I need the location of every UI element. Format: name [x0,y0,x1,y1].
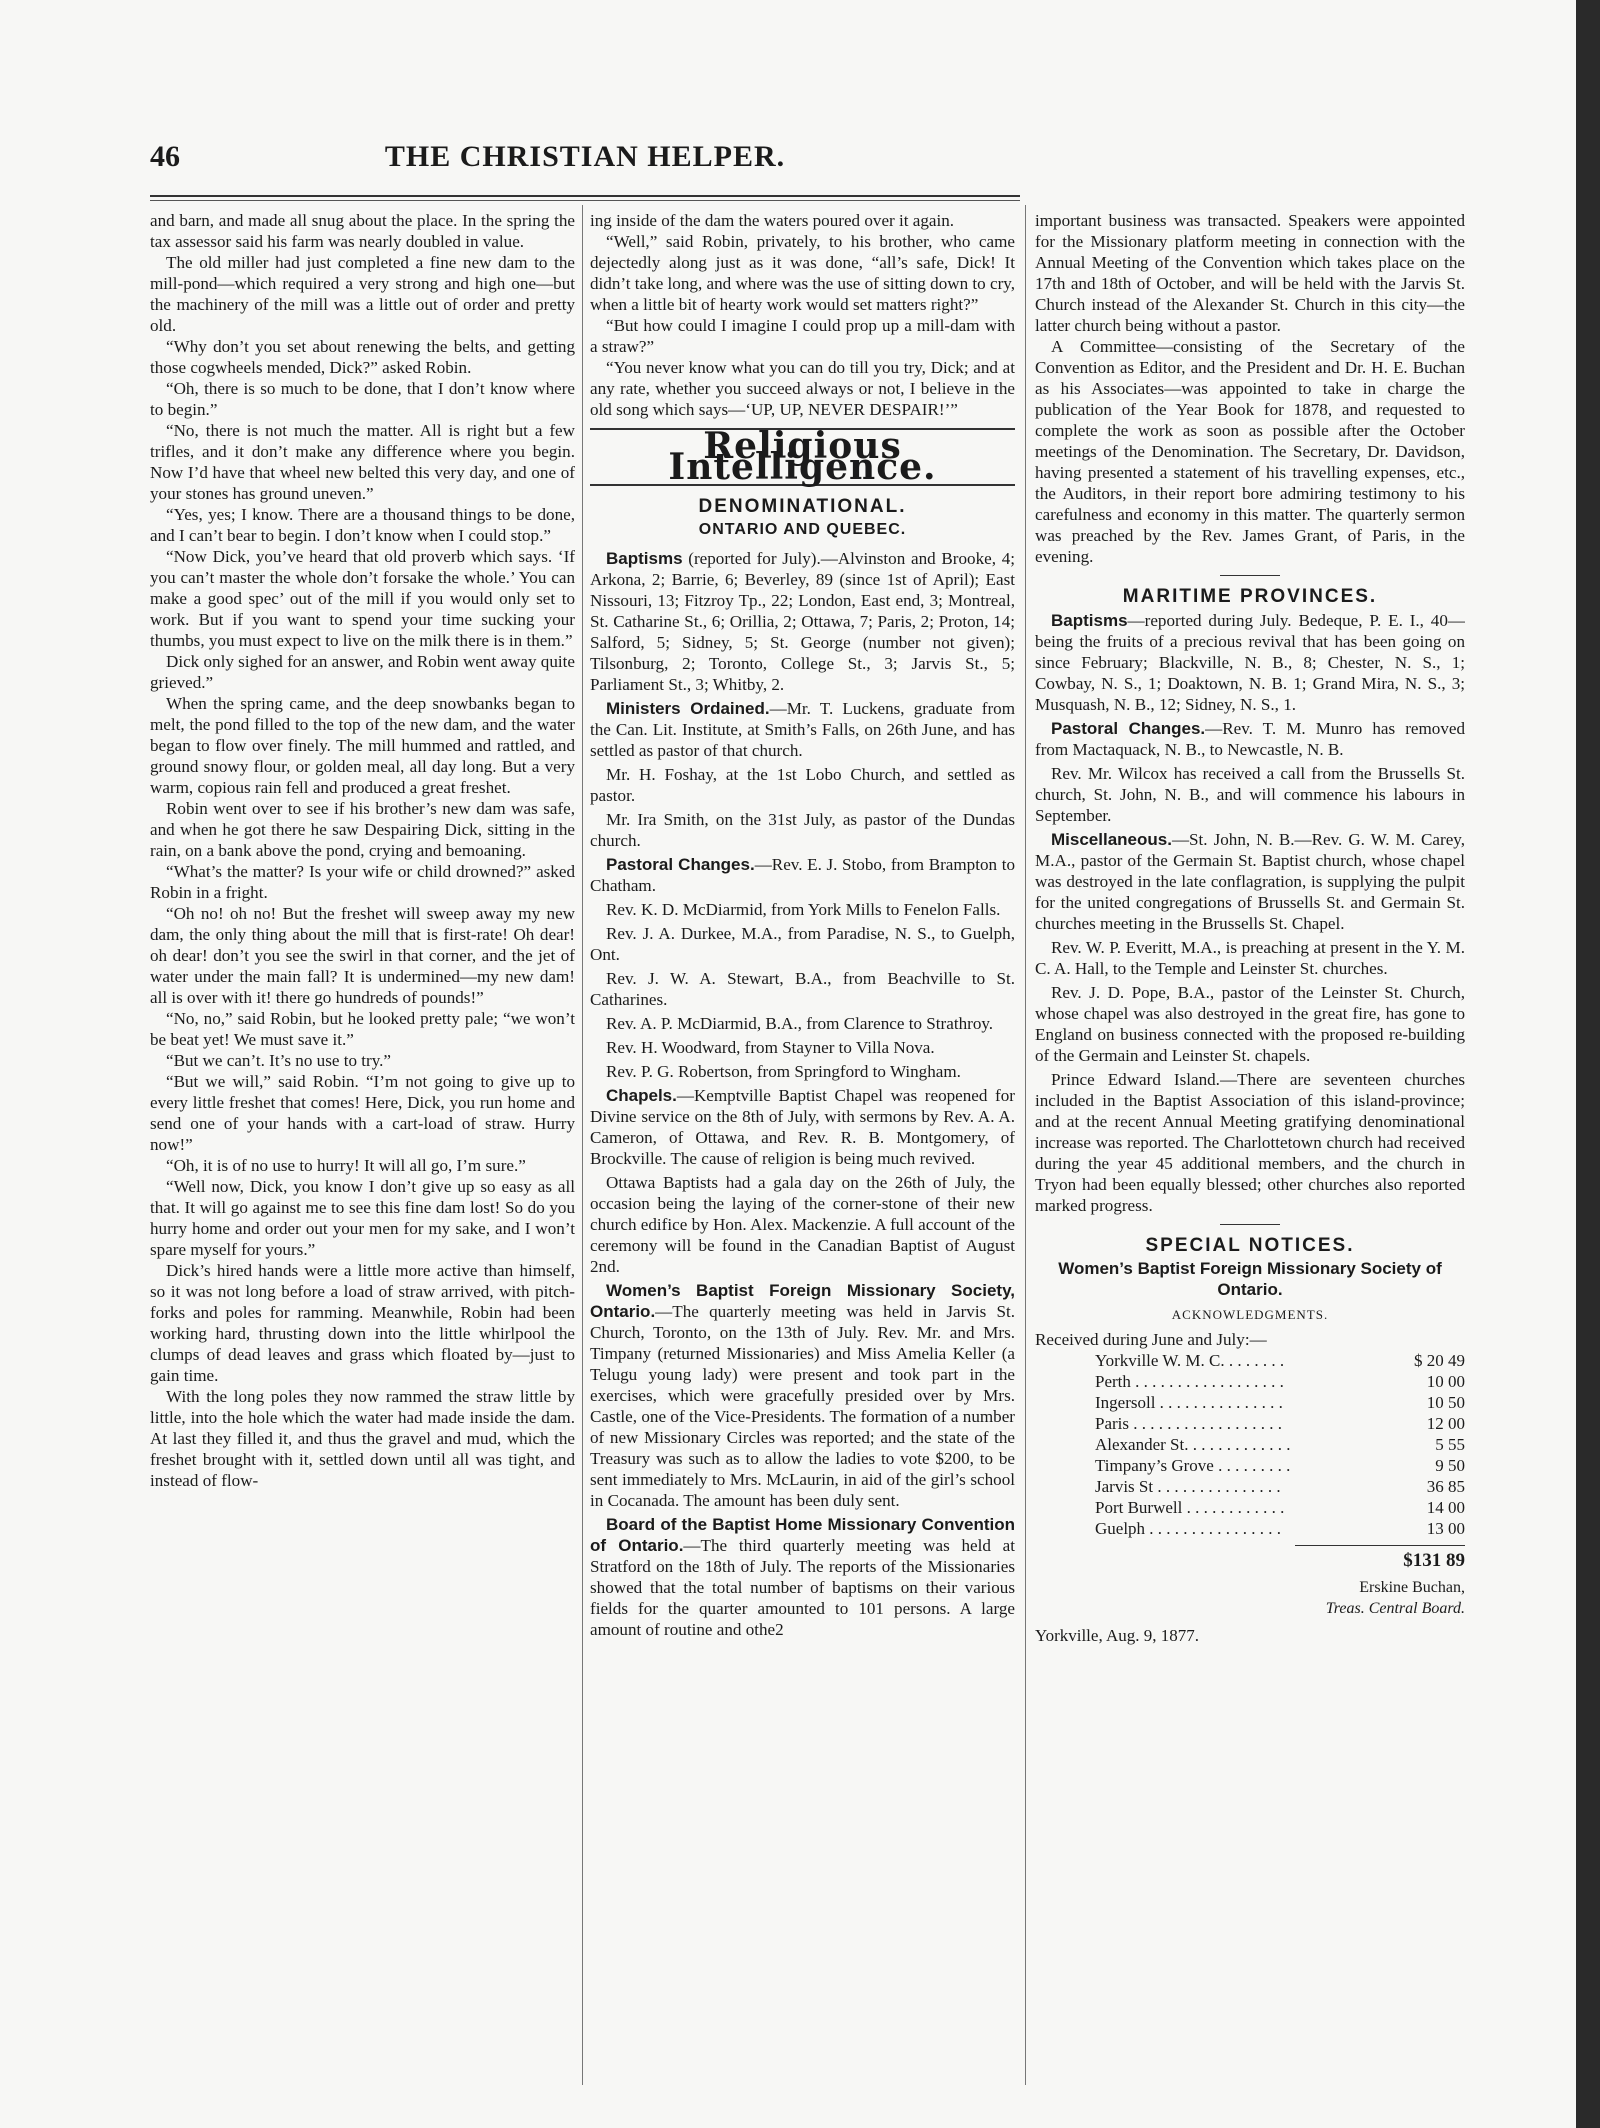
news-item [1035,1069,1465,1216]
paragraph: Dick only sighed for an answer, and Robin went away quite grieved.” [150,652,575,692]
item-heading: Miscellaneous. [1051,830,1172,849]
donor-name: Ingersoll . . . . . . . . . . . . . . . [1095,1393,1283,1412]
table-row [1035,1455,1465,1476]
item-text: —The quarterly meeting was held in Jarvis St. Church, Toronto, on the 13th of July. Rev. Mr. and Mrs. Timpany (returned Missionaries) and Miss Amelia Keller (a Telugu young lady) were present and took part in the exercises, which were gracefully presided over by Mrs. Castle, one of the Vice-Presidents. The formation of a number of new Missionary Circles was reported; and the state of the Treasury was such as to allow the ladies to vote $200, to be sent immediately to Mrs. McLaurin, in aid of the girl’s school in Cocanada. The amount has been duly sent. [590,1302,1015,1510]
news-item [590,764,1015,806]
item-text: —reported during July. Bedeque, P. E. I., 40—being the fruits of a precious revival that has been going on since February; Blackville, N. B., 8; Chester, N. S., 1; Cowbay, N. S., 1; Doaktown, N. B. 1; Grand Mira, N. S., 3; Musquash, N. B., 12; Sidney, N. S., 1. [1035,611,1465,714]
special-notices-title: SPECIAL NOTICES. [1145,1235,1355,1256]
paragraph: “Why don’t you set about renewing the belts, and getting those cogwheels mended, Dick?” asked Robin. [150,337,575,377]
donor-name: Yorkville W. M. C. . . . . . . . [1095,1351,1285,1370]
paragraph: “But we can’t. It’s no use to try.” [166,1051,392,1070]
received-line: Received during June and July:— [1035,1330,1267,1349]
treasurer-signature: Erskine Buchan, [1359,1579,1465,1596]
notice-date: Yorkville, Aug. 9, 1877. [1035,1626,1200,1645]
donation-amount: 9 50 [1435,1456,1465,1475]
table-row [1035,1476,1465,1497]
header-rule-thin [150,200,1020,201]
item-heading: Pastoral Changes. [606,855,755,874]
item-text: Mr. H. Foshay, at the 1st Lobo Church, and settled as pastor. [590,765,1015,805]
paragraph: The old miller had just completed a fine new dam to the mill-pond—which required a very strong and high one—but the machinery of the mill was a little out of order and pretty old. [150,253,575,335]
item-text: Rev. W. P. Everitt, M.A., is preaching at present in the Y. M. C. A. Hall, to the Temple and Leinster St. churches. [1035,938,1465,978]
news-item [590,1514,1015,1640]
item-text: (reported for July).—Alvinston and Brooke, 4; Arkona, 2; Barrie, 6; Beverley, 89 (since 1st of April); East Nissouri, 13; Fitzroy Tp., 22; London, East end, 3; Montreal, St. Catharine St., 6; Orillia, 2; Ottawa, 7; Paris, 2; Proton, 14; Salford, 5; Sidney, 5; St. George (number not given); Tilsonburg, 2; Toronto, College St., 3; Jarvis St., 5; Parliament St., 3; Whitby, 2. [590,549,1015,694]
short-rule [1220,1224,1280,1225]
item-text: Ottawa Baptists had a gala day on the 26th of July, the occasion being the laying of the corner-stone of their new church edifice by Hon. Alex. Mackenzie. A full account of the ceremony will be found in the Canadian Baptist of August 2nd. [590,1173,1015,1276]
item-text: Rev. J. W. A. Stewart, B.A., from Beachville to St. Catharines. [590,969,1015,1009]
section-denominational: DENOMINATIONAL. [698,496,907,517]
item-text: —The third quarterly meeting was held at Stratford on the 18th of July. The reports of the Missionaries showed that the total number of baptisms on their various fields for the quarter amounted to 101 persons. A large amount of routine and othe2 [590,1536,1015,1639]
news-item [590,1280,1015,1511]
table-row [1035,1371,1465,1392]
item-heading: Pastoral Changes. [1051,719,1206,738]
donor-name: Jarvis St . . . . . . . . . . . . . . . [1095,1477,1281,1496]
society-title: Women’s Baptist Foreign Missionary Society of Ontario. [1058,1259,1442,1299]
section-ontario-quebec: ONTARIO AND QUEBEC. [698,521,907,538]
column-3 [1035,210,1465,2090]
paragraph: “Now Dick, you’ve heard that old proverb which says. ‘If you can’t master the whole don’t forsake the whole.’ You can make a good spec’ out of the mill if you would only set to work. But if you want to spend your time sucking your thumbs, you must expect to live on the milk there is in them.” [150,547,575,650]
news-item [590,1037,1015,1058]
table-row [1035,1434,1465,1455]
column-divider [582,205,583,2085]
item-heading: Chapels. [606,1086,677,1105]
item-text: Prince Edward Island.—There are seventeen churches included in the Baptist Association of this island-province; and at the recent Annual Meeting gratifying denominational increase was reported. The Charlottetown church had received during the year 45 additional members, and the church in Tryon had been equally blessed; other churches also reported marked progress. [1035,1070,1465,1215]
short-rule [1220,575,1280,576]
donor-name: Timpany’s Grove . . . . . . . . . [1095,1456,1291,1475]
news-item [590,809,1015,851]
news-item [1035,982,1465,1066]
paragraph: “Well now, Dick, you know I don’t give up so easy as all that. It will go against me to see this fine dam lost! So do you hurry home and order out your men for my sake, and I won’t spare myself for yours.” [150,1177,575,1259]
paragraph: ing inside of the dam the waters poured over it again. [590,211,955,230]
paragraph: “You never know what you can do till you try, Dick; and at any rate, whether you succeed always or not, I believe in the old song which says—‘UP, UP, NEVER DESPAIR!’” [590,358,1015,419]
column-2 [590,210,1015,2090]
paragraph: When the spring came, and the deep snowbanks began to melt, the pond filled to the top of the new dam, and the water began to flow over finely. The mill hummed and rattled, and ground snowy flour, or golden meal, all day long. But a very warm, copious rain fell and produced a great freshet. [150,694,575,797]
news-item [1035,610,1465,715]
section-maritime: MARITIME PROVINCES. [1122,586,1378,607]
paragraph: Robin went over to see if his brother’s new dam was safe, and when he got there he saw Despairing Dick, sitting in the rain, on a bank above the pond, crying and bemoaning. [150,799,575,860]
item-text: Rev. J. D. Pope, B.A., pastor of the Leinster St. Church, whose chapel was also destroyed in the great fire, has gone to England on business connected with the proposed re-building of the Germain and Leinster St. chapels. [1035,983,1465,1065]
scan-edge [1576,0,1600,2128]
paragraph: “Oh no! oh no! But the freshet will sweep away my new dam, the only thing about the mill that is first-rate! Oh dear! oh dear! don’t you see the swirl in that corner, and the jet of water under the main fall? It is undermined—my new dam! all is over with it! there go hundreds of pounds!” [150,904,575,1007]
item-text: Rev. Mr. Wilcox has received a call from the Brussells St. church, St. John, N. B., and will commence his labours in September. [1035,764,1465,825]
donation-amount: 36 85 [1426,1477,1465,1496]
item-heading: Women’s Baptist Foreign Missionary Society, Ontario. [590,1281,1015,1321]
item-text: Mr. Ira Smith, on the 31st July, as pastor of the Dundas church. [590,810,1015,850]
paragraph: With the long poles they now rammed the straw little by little, into the hole which the water had made inside the dam. At last they filled it, and thus the gravel and mud, which the freshet brought with it, settled down until all was tight, and instead of flow- [150,1387,575,1490]
donation-amount: 10 50 [1426,1393,1465,1412]
item-text: —Mr. T. Luckens, graduate from the Can. Lit. Institute, at Smith’s Falls, on 26th June, and has settled as pastor of that church. [590,699,1015,760]
paragraph: “But how could I imagine I could prop up a mill-dam with a straw?” [590,316,1015,356]
item-text: —Rev. E. J. Stobo, from Brampton to Chatham. [590,855,1015,895]
item-text: —Rev. T. M. Munro has removed from Mactaquack, N. B., to Newcastle, N. B. [1035,719,1465,759]
news-item [590,1061,1015,1082]
paragraph: A Committee—consisting of the Secretary of the Convention as Editor, and the President and Dr. H. E. Buchan as his Associates—was appointed to take in charge the publication of the Year Book for 1878, and requested to complete the work as soon as possible after the October meetings of the Denomination. The Secretary, Dr. Davidson, having presented a statement of his travelling expenses, etc., the Auditors, in their report bore admiring testimony to his carefulness and economy in this matter. The quarterly sermon was preached by the Rev. James Grant, of Paris, in the evening. [1035,337,1465,566]
news-item [590,698,1015,761]
item-heading: Ministers Ordained. [606,699,770,718]
news-item [590,968,1015,1010]
news-item [1035,829,1465,934]
item-text: Rev. H. Woodward, from Stayner to Villa Nova. [606,1038,935,1057]
item-text: Rev. K. D. McDiarmid, from York Mills to Fenelon Falls. [606,900,1001,919]
paragraph: “Oh, it is of no use to hurry! It will all go, I’m sure.” [166,1156,526,1175]
donation-amount: $ 20 49 [1414,1351,1465,1370]
header-rule [150,195,1020,197]
table-row [1035,1350,1465,1371]
paragraph: “No, no,” said Robin, but he looked pretty pale; “we won’t be beat yet! We must save it.” [150,1009,575,1049]
paragraph: and barn, and made all snug about the place. In the spring the tax assessor said his farm was nearly doubled in value. [150,211,575,251]
news-item [590,899,1015,920]
donation-amount: 12 00 [1426,1414,1465,1433]
paragraph: “Oh, there is so much to be done, that I don’t know where to begin.” [150,379,575,419]
page-header [150,140,1020,174]
paragraph: “Well,” said Robin, privately, to his brother, who came dejectedly along just as it was done, “all’s safe, Dick! It didn’t take long, and where was the use of sitting down to cry, when a little bit of hearty work would set matters right?” [590,232,1015,314]
donation-amount: 14 00 [1426,1498,1465,1517]
item-heading: Board of the Baptist Home Missionary Convention of Ontario. [590,1515,1015,1555]
donation-amount: 10 00 [1426,1372,1465,1391]
donor-name: Perth . . . . . . . . . . . . . . . . . . [1095,1372,1284,1391]
acknowledgments-table [1035,1350,1465,1539]
news-item [590,854,1015,896]
news-item [590,1085,1015,1169]
religious-intelligence-banner: Religious Intelligence. [590,428,1015,486]
news-item [1035,937,1465,979]
column-1-story [150,210,575,2090]
news-item [590,1172,1015,1277]
table-row [1035,1518,1465,1539]
acknowledgments-heading: ACKNOWLEDGMENTS. [1171,1307,1329,1322]
news-item [590,923,1015,965]
donor-name: Port Burwell . . . . . . . . . . . . [1095,1498,1285,1517]
page-number: 46 [150,140,180,173]
total-amount: $131 89 [1295,1545,1465,1571]
ontario-news-items [590,548,1015,1640]
news-item [590,548,1015,695]
paragraph: important business was transacted. Speakers were appointed for the Missionary platform meeting in connection with the Annual Meeting of the Convention which takes place on the 17th and 18th of October, and will be held with the Jarvis St. Church instead of the Alexander St. Church in this city—the latter church being without a pastor. [1035,211,1465,335]
donation-amount: 13 00 [1426,1519,1465,1538]
paragraph: “No, there is not much the matter. All is right but a few trifles, and it don’t make any difference where you begin. Now I’d have that wheel new belted this very day, and one of your stones has ground uneven.” [150,421,575,503]
item-text: Rev. J. A. Durkee, M.A., from Paradise, N. S., to Guelph, Ont. [590,924,1015,964]
treasurer-title: Treas. Central Board. [1325,1600,1465,1617]
item-heading: Baptisms [606,549,683,568]
paragraph: “But we will,” said Robin. “I’m not going to give up to every little freshet that comes! Here, Dick, you run home and send one of your hands with a cart-load of straw. Hurry now!” [150,1072,575,1154]
donor-name: Guelph . . . . . . . . . . . . . . . . [1095,1519,1282,1538]
news-item [1035,718,1465,760]
maritime-news-items [1035,610,1465,1216]
table-row [1035,1413,1465,1434]
paragraph: “Yes, yes; I know. There are a thousand things to be done, and I can’t bear to begin. I don’t know when I could stop.” [150,505,575,545]
donation-amount: 5 55 [1435,1435,1465,1454]
column-divider [1025,205,1026,2085]
item-heading: Baptisms [1051,611,1128,630]
item-text: —St. John, N. B.—Rev. G. W. M. Carey, M.A., pastor of the Germain St. Baptist church, whose chapel was destroyed in the late conflagration, is supplying the pulpit for the united congregations of Brussells St. and Germain St. churches meeting in the Brussells St. Chapel. [1035,830,1465,933]
item-text: Rev. P. G. Robertson, from Springford to Wingham. [606,1062,961,1081]
running-title: THE CHRISTIAN HELPER. [384,140,786,173]
paragraph: “What’s the matter? Is your wife or child drowned?” asked Robin in a fright. [150,862,575,902]
table-row [1035,1497,1465,1518]
paragraph: Dick’s hired hands were a little more active than himself, so it was not long before a load of straw arrived, with pitch-forks and poles for ramming. Meanwhile, Robin had been working hard, thrusting down into the little whirlpool the clumps of dead leaves and grass which floated by—just to gain time. [150,1261,575,1385]
table-row [1035,1392,1465,1413]
board-report-continuation [1035,210,1465,567]
news-item [590,1013,1015,1034]
story-continuation [590,210,1015,420]
item-text: —Kemptville Baptist Chapel was reopened for Divine service on the 8th of July, with sermons by Rev. A. A. Cameron, of Ottawa, and Rev. R. B. Montgomery, of Brockville. The cause of religion is being much revived. [590,1086,1015,1168]
news-item [1035,763,1465,826]
donor-name: Alexander St. . . . . . . . . . . . . [1095,1435,1291,1454]
item-text: Rev. A. P. McDiarmid, B.A., from Clarence to Strathroy. [606,1014,994,1033]
donor-name: Paris . . . . . . . . . . . . . . . . . . [1095,1414,1282,1433]
